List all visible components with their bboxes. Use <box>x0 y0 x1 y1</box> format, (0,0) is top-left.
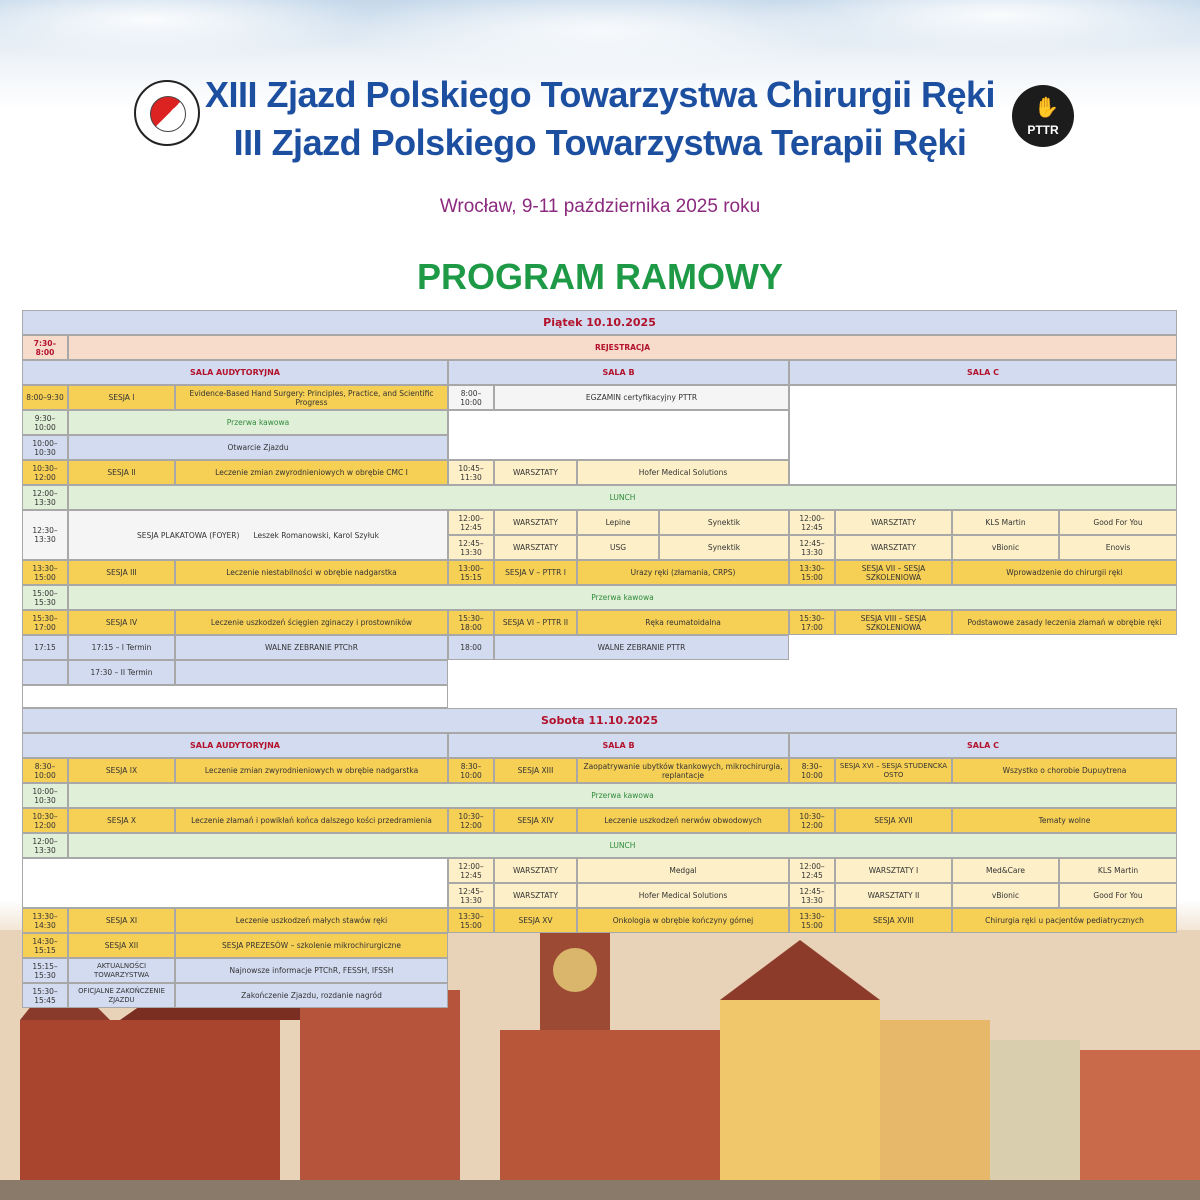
session-cell: OFICJALNE ZAKOŃCZENIE ZJAZDU <box>68 983 175 1008</box>
lunch-cell: LUNCH <box>68 833 1177 858</box>
workshop-title: Medgal <box>577 858 789 883</box>
empty-cell <box>22 685 448 708</box>
day-header-friday: Piątek 10.10.2025 <box>22 310 1177 335</box>
time-cell: 12:00–13:30 <box>22 485 68 510</box>
session-title: Podstawowe zasady leczenia złamań w obrębie ręki <box>952 610 1177 635</box>
workshop-title: Hofer Medical Solutions <box>577 883 789 908</box>
assembly-cell: WALNE ZEBRANIE PTChR <box>175 635 448 660</box>
workshop-cell: WARSZTATY <box>494 883 577 908</box>
break-cell: Przerwa kawowa <box>68 410 448 435</box>
session-title: Evidence-Based Hand Surgery: Principles, Practice, and Scientific Progress <box>175 385 448 410</box>
time-cell: 10:45–11:30 <box>448 460 494 485</box>
room-header-sala-c: SALA C <box>789 733 1177 758</box>
time-cell: 13:30–15:00 <box>789 908 835 933</box>
session-title: Chirurgia ręki u pacjentów pediatrycznych <box>952 908 1177 933</box>
session-title: Najnowsze informacje PTChR, FESSH, IFSSH <box>175 958 448 983</box>
time-cell: 13:30–15:00 <box>448 908 494 933</box>
room-header-auditorium: SALA AUDYTORYJNA <box>22 733 448 758</box>
empty-cell <box>175 660 448 685</box>
room-header-sala-b: SALA B <box>448 360 789 385</box>
room-header-sala-b: SALA B <box>448 733 789 758</box>
session-cell: SESJA XI <box>68 908 175 933</box>
session-title: Leczenie złamań i powikłań końca dalszego kości przedramienia <box>175 808 448 833</box>
session-cell: SESJA VII – SESJA SZKOLENIOWA <box>835 560 952 585</box>
time-cell: 15:30–17:00 <box>22 610 68 635</box>
assembly-cell: WALNE ZEBRANIE PTTR <box>494 635 789 660</box>
session-title: Urazy ręki (złamania, CRPS) <box>577 560 789 585</box>
workshop-cell: WARSZTATY I <box>835 858 952 883</box>
workshop-cell: WARSZTATY <box>494 510 577 535</box>
hand-print-icon: ✋ <box>1034 95 1059 119</box>
session-cell: SESJA XV <box>494 908 577 933</box>
program-heading: PROGRAM RAMOWY <box>417 256 783 297</box>
time-cell <box>22 660 68 685</box>
room-header-auditorium: SALA AUDYTORYJNA <box>22 360 448 385</box>
session-title: Tematy wolne <box>952 808 1177 833</box>
time-cell: 10:00–10:30 <box>22 435 68 460</box>
session-title: SESJA PREZESÓW – szkolenie mikrochirurgiczne <box>175 933 448 958</box>
day-header-saturday: Sobota 11.10.2025 <box>22 708 1177 733</box>
workshop-sponsor: KLS Martin <box>1059 858 1177 883</box>
time-cell: 12:45–13:30 <box>448 883 494 908</box>
session-cell: SESJA VIII – SESJA SZKOLENIOWA <box>835 610 952 635</box>
term-cell: 17:30 – II Termin <box>68 660 175 685</box>
poster-session-cell <box>68 510 448 560</box>
term-cell: 17:15 – I Termin <box>68 635 175 660</box>
session-title: Wszystko o chorobie Dupuytrena <box>952 758 1177 783</box>
workshop-sponsor: Good For You <box>1059 883 1177 908</box>
workshop-sponsor: Enovis <box>1059 535 1177 560</box>
time-cell: 12:45–13:30 <box>789 535 835 560</box>
break-cell: Przerwa kawowa <box>68 585 1177 610</box>
workshop-cell: WARSZTATY <box>835 510 952 535</box>
session-cell: SESJA XVIII <box>835 908 952 933</box>
workshop-sponsor: Synektik <box>659 535 789 560</box>
empty-cell <box>22 858 448 908</box>
session-title: Zakończenie Zjazdu, rozdanie nagród <box>175 983 448 1008</box>
empty-cell <box>789 385 1177 485</box>
poster-session-people: Leszek Romanowski, Karol Szyłuk <box>253 530 379 540</box>
workshop-sponsor: vBionic <box>952 883 1059 908</box>
workshop-sponsor: USG <box>577 535 659 560</box>
workshop-sponsor: Lepine <box>577 510 659 535</box>
time-cell: 12:00–12:45 <box>448 858 494 883</box>
time-cell: 15:30–18:00 <box>448 610 494 635</box>
session-title: Ręka reumatoidalna <box>577 610 789 635</box>
registration-cell: REJESTRACJA <box>68 335 1177 360</box>
session-title: Leczenie niestabilności w obrębie nadgarstka <box>175 560 448 585</box>
time-cell: 10:30–12:00 <box>22 460 68 485</box>
time-cell: 10:30–12:00 <box>789 808 835 833</box>
time-cell: 12:00–12:45 <box>448 510 494 535</box>
workshop-sponsor: KLS Martin <box>952 510 1059 535</box>
workshop-sponsor: Good For You <box>1059 510 1177 535</box>
time-cell: 13:30–14:30 <box>22 908 68 933</box>
time-cell: 15:30–17:00 <box>789 610 835 635</box>
session-cell: SESJA III <box>68 560 175 585</box>
time-cell: 14:30–15:15 <box>22 933 68 958</box>
time-cell: 8:00–10:00 <box>448 385 494 410</box>
time-cell: 12:45–13:30 <box>448 535 494 560</box>
exam-cell: EGZAMIN certyfikacyjny PTTR <box>494 385 789 410</box>
room-header-sala-c: SALA C <box>789 360 1177 385</box>
workshop-cell: WARSZTATY <box>494 858 577 883</box>
title-line-2: III Zjazd Polskiego Towarzystwa Terapii Ręki <box>233 122 967 163</box>
session-cell: SESJA XIV <box>494 808 577 833</box>
time-cell: 8:30–10:00 <box>789 758 835 783</box>
workshop-cell: WARSZTATY II <box>835 883 952 908</box>
break-cell: Przerwa kawowa <box>68 783 1177 808</box>
session-title: Zaopatrywanie ubytków tkankowych, mikrochirurgia, replantacje <box>577 758 789 783</box>
session-cell: SESJA I <box>68 385 175 410</box>
time-cell: 7:30–8:00 <box>22 335 68 360</box>
session-title: Leczenie zmian zwyrodnieniowych w obrębie nadgarstka <box>175 758 448 783</box>
session-title: Onkologia w obrębie kończyny górnej <box>577 908 789 933</box>
time-cell: 18:00 <box>448 635 494 660</box>
session-title: Wprowadzenie do chirurgii ręki <box>952 560 1177 585</box>
workshop-cell: WARSZTATY <box>494 535 577 560</box>
time-cell: 10:30–12:00 <box>448 808 494 833</box>
time-cell: 13:30–15:00 <box>22 560 68 585</box>
workshop-cell: WARSZTATY <box>835 535 952 560</box>
session-cell: SESJA XIII <box>494 758 577 783</box>
workshop-sponsor: vBionic <box>952 535 1059 560</box>
session-cell: SESJA II <box>68 460 175 485</box>
session-cell: SESJA X <box>68 808 175 833</box>
poster-session-label: SESJA PLAKATOWA (FOYER) <box>137 530 240 540</box>
session-cell: SESJA XII <box>68 933 175 958</box>
time-cell: 9:30–10:00 <box>22 410 68 435</box>
time-cell: 12:45–13:30 <box>789 883 835 908</box>
session-cell: SESJA IV <box>68 610 175 635</box>
empty-cell <box>448 410 789 460</box>
time-cell: 17:15 <box>22 635 68 660</box>
time-cell: 13:00–15:15 <box>448 560 494 585</box>
session-cell: SESJA XVII <box>835 808 952 833</box>
opening-cell: Otwarcie Zjazdu <box>68 435 448 460</box>
session-cell: SESJA VI – PTTR II <box>494 610 577 635</box>
sky-background <box>0 0 1200 70</box>
time-cell: 8:30–10:00 <box>22 758 68 783</box>
session-title: Leczenie uszkodzeń małych stawów ręki <box>175 908 448 933</box>
time-cell: 13:30–15:00 <box>789 560 835 585</box>
workshop-cell: WARSZTATY <box>494 460 577 485</box>
time-cell: 12:00–12:45 <box>789 510 835 535</box>
workshop-title: Hofer Medical Solutions <box>577 460 789 485</box>
time-cell: 8:00–9:30 <box>22 385 68 410</box>
session-title: Leczenie zmian zwyrodnieniowych w obrębie CMC I <box>175 460 448 485</box>
time-cell: 15:30–15:45 <box>22 983 68 1008</box>
event-subtitle: Wrocław, 9-11 października 2025 roku <box>439 196 761 217</box>
lunch-cell: LUNCH <box>68 485 1177 510</box>
time-cell: 12:00–13:30 <box>22 833 68 858</box>
title-line-1: XIII Zjazd Polskiego Towarzystwa Chirurgii Ręki <box>204 74 995 115</box>
time-cell: 10:00–10:30 <box>22 783 68 808</box>
session-title: Leczenie uszkodzeń ścięgien zginaczy i prostowników <box>175 610 448 635</box>
session-cell: AKTUALNOŚCI TOWARZYSTWA <box>68 958 175 983</box>
workshop-sponsor: Synektik <box>659 510 789 535</box>
time-cell: 10:30–12:00 <box>22 808 68 833</box>
session-cell: SESJA IX <box>68 758 175 783</box>
session-cell: SESJA XVI – SESJA STUDENCKA OSTO <box>835 758 952 783</box>
time-cell: 15:00–15:30 <box>22 585 68 610</box>
session-title: Leczenie uszkodzeń nerwów obwodowych <box>577 808 789 833</box>
session-cell: SESJA V – PTTR I <box>494 560 577 585</box>
workshop-sponsor: Med&Care <box>952 858 1059 883</box>
time-cell: 15:15–15:30 <box>22 958 68 983</box>
time-cell: 12:30–13:30 <box>22 510 68 560</box>
time-cell: 8:30–10:00 <box>448 758 494 783</box>
time-cell: 12:00–12:45 <box>789 858 835 883</box>
pttr-logo-text: PTTR <box>1027 123 1059 137</box>
